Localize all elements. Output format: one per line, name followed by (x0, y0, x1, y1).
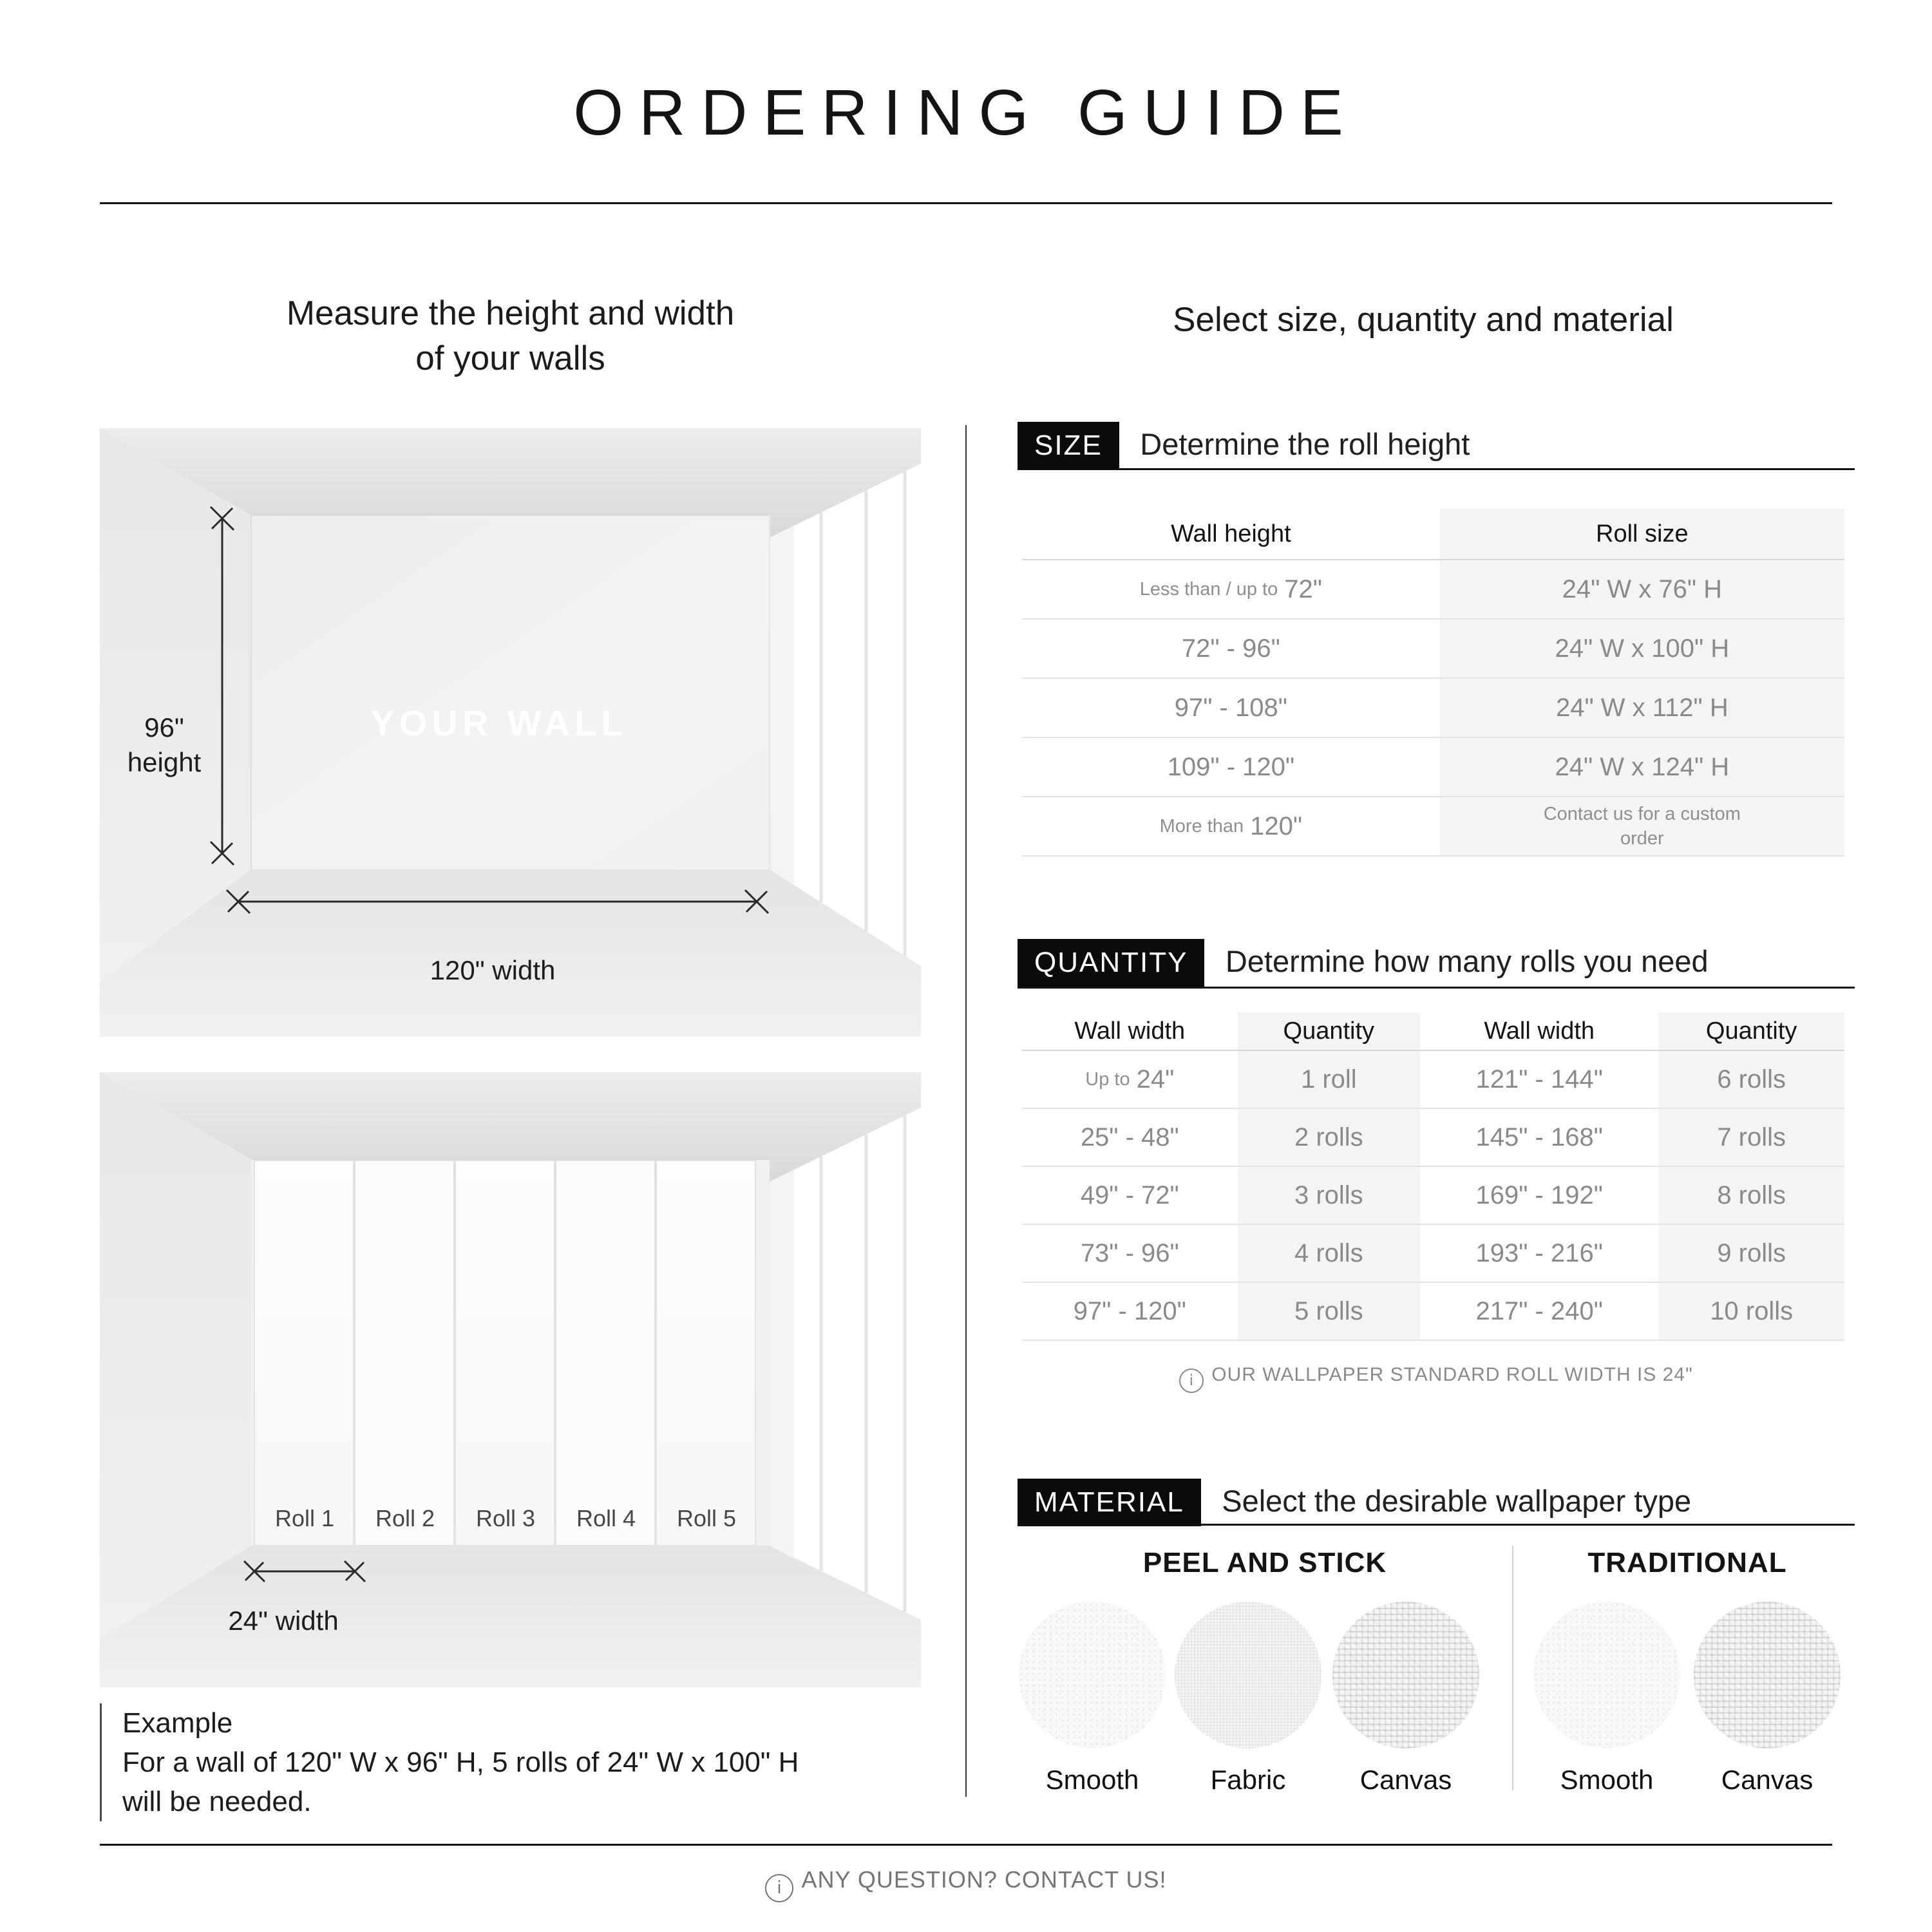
qty-row5-w1-text: 97" - 120" (1073, 1296, 1186, 1325)
size-row1-roll-text: 24" W x 76" H (1562, 574, 1723, 603)
wall-height-label (113, 710, 216, 780)
qty-row4-q2 (1658, 1225, 1844, 1282)
size-row5-roll (1440, 797, 1844, 855)
qty-row3-q2-text: 8 rolls (1717, 1180, 1786, 1209)
qty-row5-q1-text: 5 rolls (1294, 1296, 1363, 1325)
room-illustration-measure (100, 428, 921, 1037)
table-row (1022, 1283, 1844, 1341)
quantity-table-header (1022, 1012, 1844, 1051)
table-row (1022, 620, 1844, 679)
footer-contact (0, 1866, 1932, 1902)
roll-2-label: Roll 2 (375, 1505, 435, 1531)
peel-stick-canvas-label: Canvas (1359, 1765, 1452, 1795)
size-row4-wall (1022, 738, 1440, 796)
quantity-badge: QUANTITY (1018, 939, 1204, 987)
size-section-header (1018, 422, 1470, 469)
qty-row4-w2 (1420, 1225, 1658, 1282)
size-underline (1018, 468, 1855, 470)
table-row (1022, 1109, 1844, 1167)
qty-row2-w1-text: 25" - 48" (1080, 1122, 1179, 1151)
qty-row3-q1-text: 3 rolls (1294, 1180, 1363, 1209)
qty-row2-q1 (1238, 1109, 1420, 1166)
bottom-divider (100, 1844, 1832, 1846)
qty-col-wall-width-2: Wall width (1484, 1017, 1595, 1045)
qty-col-wall-width-1: Wall width (1074, 1017, 1186, 1045)
example-title: Example (122, 1707, 233, 1739)
qty-row3-w1 (1022, 1167, 1238, 1224)
qty-row5-q2-text: 10 rolls (1710, 1296, 1794, 1325)
table-row (1022, 679, 1844, 738)
table-row (1022, 738, 1844, 797)
roll-width-note (1018, 1364, 1855, 1393)
size-row1-wall (1022, 560, 1440, 618)
qty-row1-w2-text: 121" - 144" (1475, 1065, 1603, 1094)
left-column-heading (100, 291, 921, 381)
roll-3-label: Roll 3 (475, 1505, 536, 1531)
material-group-divider (1512, 1546, 1513, 1790)
top-divider (100, 202, 1832, 204)
column-divider (965, 425, 967, 1797)
qty-row3-w2 (1420, 1167, 1658, 1224)
size-row3-roll (1440, 679, 1844, 737)
size-row5-prefix: More than (1159, 815, 1244, 837)
qty-row2-q2-text: 7 rolls (1717, 1122, 1786, 1151)
roll-4-label: Roll 4 (576, 1505, 636, 1531)
material-title: Select the desirable wallpaper type (1222, 1484, 1692, 1518)
peel-stick-fabric-label: Fabric (1210, 1765, 1286, 1795)
table-row (1022, 1225, 1844, 1283)
size-row4-roll-text: 24" W x 124" H (1555, 752, 1730, 781)
material-badge: MATERIAL (1018, 1479, 1201, 1526)
your-wall-label: YOUR WALL (370, 703, 628, 743)
traditional-smooth-swatch (1533, 1602, 1680, 1748)
qty-row3-w1-text: 49" - 72" (1080, 1180, 1179, 1209)
peel-stick-smooth-swatch (1019, 1602, 1166, 1748)
qty-row3-w2-text: 169" - 192" (1475, 1180, 1603, 1209)
table-row (1022, 1167, 1844, 1225)
peel-and-stick-heading: PEEL AND STICK (1142, 1547, 1387, 1578)
qty-col-quantity-2: Quantity (1658, 1012, 1844, 1050)
size-row1-value: 72" (1284, 574, 1322, 603)
traditional-smooth-label: Smooth (1560, 1765, 1654, 1795)
traditional-canvas-label: Canvas (1721, 1765, 1814, 1795)
wall-height-word: height (127, 747, 202, 777)
footer-contact-text: ANY QUESTION? CONTACT US! (801, 1866, 1167, 1893)
qty-row1-w1-text: 24" (1136, 1065, 1175, 1094)
size-col-roll-size: Roll size (1440, 509, 1844, 559)
size-table-header (1022, 509, 1844, 560)
size-col-wall-height: Wall height (1171, 520, 1291, 547)
peel-stick-canvas-swatch (1332, 1602, 1479, 1748)
room2-drawing (100, 1072, 921, 1687)
example-line2: will be needed. (122, 1786, 312, 1817)
size-badge: SIZE (1018, 422, 1119, 469)
qty-row1-w1 (1022, 1051, 1238, 1108)
size-row4-value: 109" - 120" (1167, 752, 1295, 781)
quantity-underline (1018, 987, 1855, 989)
info-icon: i (1179, 1368, 1204, 1393)
qty-row5-q2 (1658, 1283, 1844, 1340)
left-heading-line2: of your walls (415, 339, 605, 377)
example-block (100, 1703, 927, 1821)
size-row2-wall (1022, 620, 1440, 677)
size-row3-value: 97" - 108" (1174, 693, 1287, 722)
qty-row3-q1 (1238, 1167, 1420, 1224)
table-row (1022, 560, 1844, 620)
size-row5-value: 120" (1250, 811, 1303, 840)
roll-1-label: Roll 1 (274, 1505, 335, 1531)
qty-row4-w1 (1022, 1225, 1238, 1282)
qty-row4-w2-text: 193" - 216" (1475, 1238, 1603, 1267)
qty-row1-q2 (1658, 1051, 1844, 1108)
roll-5-label: Roll 5 (676, 1505, 737, 1531)
peel-stick-fabric-swatch (1175, 1602, 1321, 1748)
qty-row5-w2-text: 217" - 240" (1475, 1296, 1603, 1325)
qty-row1-q2-text: 6 rolls (1717, 1065, 1786, 1094)
qty-col-quantity-1: Quantity (1238, 1012, 1420, 1050)
material-section-header (1018, 1479, 1691, 1526)
qty-row4-q2-text: 9 rolls (1717, 1238, 1786, 1267)
traditional-canvas-swatch (1694, 1602, 1841, 1748)
size-row3-wall (1022, 679, 1440, 737)
qty-row2-q1-text: 2 rolls (1294, 1122, 1363, 1151)
quantity-table (1022, 1012, 1844, 1341)
peel-stick-smooth-label: Smooth (1045, 1765, 1139, 1795)
material-underline (1018, 1524, 1855, 1526)
qty-row2-w1 (1022, 1109, 1238, 1166)
quantity-title: Determine how many rolls you need (1225, 944, 1709, 978)
example-line1: For a wall of 120" W x 96" H, 5 rolls of 24" W x 100" H (122, 1747, 799, 1778)
qty-row4-q1-text: 4 rolls (1294, 1238, 1363, 1267)
right-column-heading: Select size, quantity and material (1173, 301, 1674, 339)
qty-row2-q2 (1658, 1109, 1844, 1166)
qty-row5-q1 (1238, 1283, 1420, 1340)
wall-width-label: 120" width (430, 955, 556, 985)
qty-row5-w1 (1022, 1283, 1238, 1340)
qty-row4-w1-text: 73" - 96" (1080, 1238, 1179, 1267)
size-row4-roll (1440, 738, 1844, 796)
room-illustration-rolls (100, 1072, 921, 1687)
qty-row3-q2 (1658, 1167, 1844, 1224)
qty-row1-q1-text: 1 roll (1300, 1065, 1357, 1094)
page-title: ORDERING GUIDE (573, 77, 1359, 149)
qty-row1-w2 (1420, 1051, 1658, 1108)
qty-row2-w2 (1420, 1109, 1658, 1166)
size-row3-roll-text: 24" W x 112" H (1555, 693, 1728, 722)
quantity-section-header (1018, 939, 1709, 987)
qty-row1-prefix: Up to (1085, 1068, 1130, 1090)
wall-height-value: 96" (144, 712, 184, 743)
table-row (1022, 1051, 1844, 1109)
qty-row1-q1 (1238, 1051, 1420, 1108)
table-row (1022, 797, 1844, 857)
size-row2-roll (1440, 620, 1844, 677)
roll-width-note-text: OUR WALLPAPER STANDARD ROLL WIDTH IS 24" (1211, 1364, 1693, 1385)
size-title: Determine the roll height (1140, 427, 1470, 461)
left-heading-line1: Measure the height and width (286, 294, 735, 332)
size-row5-roll-text: Contact us for a custom order (1543, 804, 1741, 849)
size-row2-roll-text: 24" W x 100" H (1555, 634, 1730, 663)
roll-width-label: 24" width (228, 1605, 339, 1636)
qty-row4-q1 (1238, 1225, 1420, 1282)
traditional-heading: TRADITIONAL (1587, 1547, 1787, 1578)
size-row2-value: 72" - 96" (1181, 634, 1280, 663)
size-row1-prefix: Less than / up to (1139, 578, 1278, 600)
qty-row5-w2 (1420, 1283, 1658, 1340)
qty-row2-w2-text: 145" - 168" (1475, 1122, 1603, 1151)
size-row5-wall (1022, 797, 1440, 855)
size-table (1022, 509, 1844, 857)
info-icon: i (765, 1874, 793, 1902)
size-row1-roll (1440, 560, 1844, 618)
roll-panels (254, 1160, 755, 1546)
